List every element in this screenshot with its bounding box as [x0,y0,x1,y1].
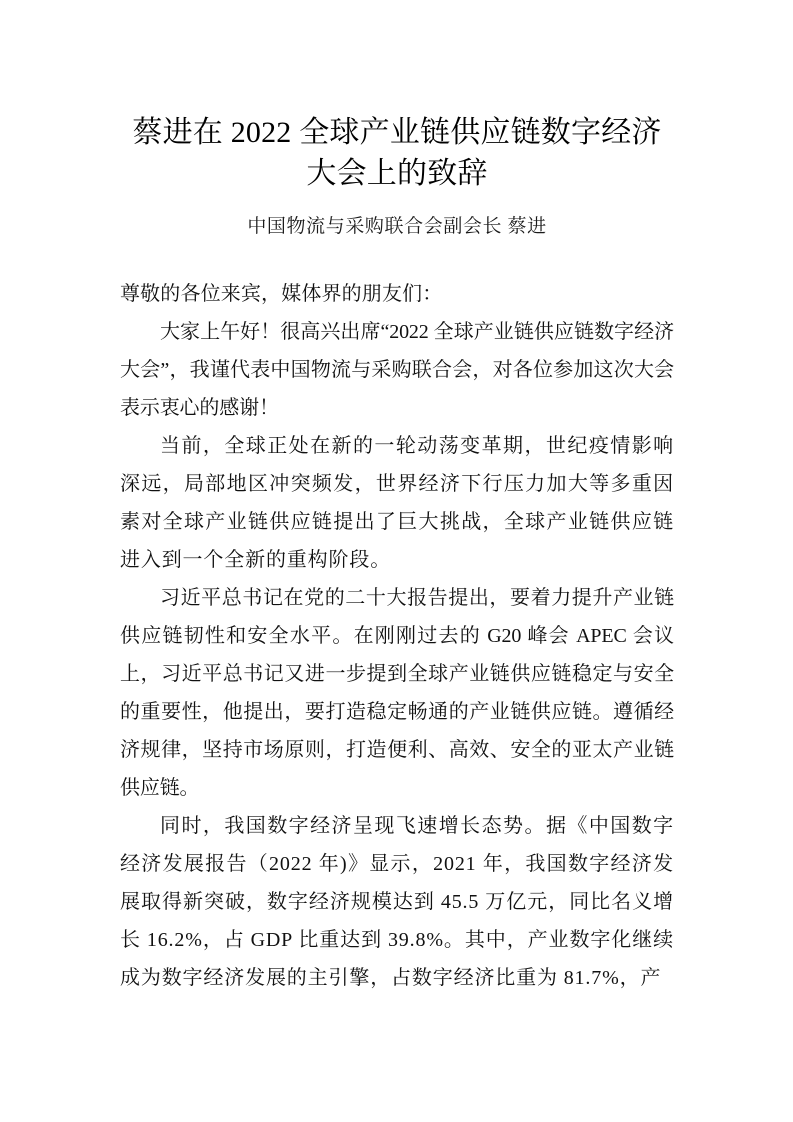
paragraph-greeting: 大家上午好！很高兴出席“2022 全球产业链供应链数字经济大会”，我谨代表中国物流与采购联合会，对各位参加这次大会表示衷心的感谢！ [120,321,674,419]
document-body [120,241,674,997]
paragraph-digital-economy: 同时，我国数字经济呈现飞速增长态势。据《中国数字经济发展报告（2022 年)》显示，2021 年，我国数字经济发展取得新突破，数字经济规模达到 45.5 万亿元，同比名义增长 16.2%，占 GDP 比重达到 39.8%。其中，产业数字化继续成为数字经济发展的主引擎，占数字经济比重为 81.7%，产 [120,815,674,989]
page-title: 蔡进在 2022 全球产业链供应链数字经济大会上的致辞 [132,116,662,190]
paragraph-current-situation: 当前，全球正处在新的一轮动荡变革期，世纪疫情影响深远，局部地区冲突频发，世界经济下行压力加大等多重因素对全球产业链供应链提出了巨大挑战，全球产业链供应链进入到一个全新的重构阶段。 [120,435,674,571]
document-byline: 中国物流与采购联合会副会长 蔡进 [247,216,547,237]
paragraph-salutation: 尊敬的各位来宾，媒体界的朋友们： [120,283,443,305]
document-content [120,0,674,997]
paragraph-xi-report: 习近平总书记在党的二十大报告提出，要着力提升产业链供应链韧性和安全水平。在刚刚过去的 G20 峰会 APEC 会议上，习近平总书记又进一步提到全球产业链供应链稳定与安全的重要性，他提出，要打造稳定畅通的产业链供应链。遵循经济规律，坚持市场原则，打造便利、高效、安全的亚太产业链供应链。 [120,587,674,799]
